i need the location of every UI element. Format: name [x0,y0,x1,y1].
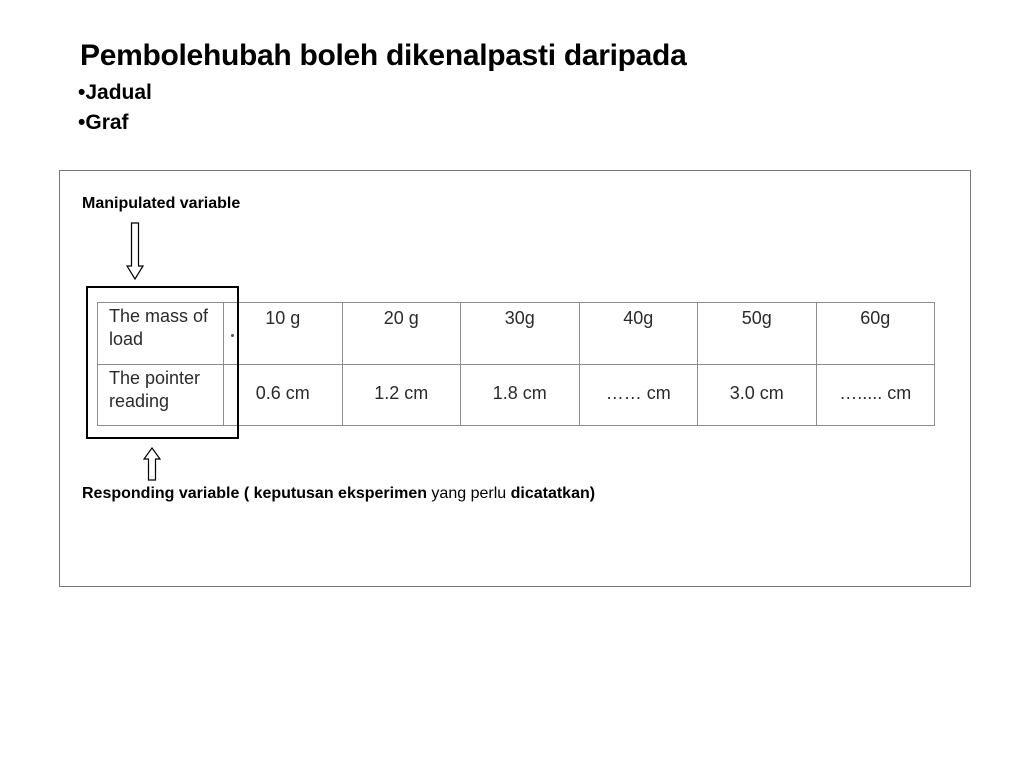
bullet-item-graf: • Graf [78,108,152,138]
responding-caption-part2: yang perlu [426,485,511,502]
table-cell: …..... cm [816,364,935,426]
table-cell: 60g [816,303,935,365]
bullet-item-jadual: • Jadual [78,78,152,108]
responding-caption-part3: dicatatkan) [510,485,596,502]
table-cell: 10 g [224,303,343,365]
responding-variable-caption [82,485,595,503]
table-cell: 1.8 cm [461,364,580,426]
table-cell: 30g [461,303,580,365]
scan-artifact-dot [231,334,234,337]
table-cell: 20 g [342,303,461,365]
row-label-reading: The pointer reading [98,364,224,426]
bullet-list [78,78,152,138]
responding-caption-part1: Responding variable ( keputusan eksperimen [82,485,427,502]
table-cell: 0.6 cm [224,364,343,426]
table-cell: 40g [579,303,698,365]
table-cell: 3.0 cm [698,364,817,426]
row-label-mass: The mass of load [98,303,224,365]
arrow-down-icon [126,222,144,280]
slide-title: Pembolehubah boleh dikenalpasti daripada [80,39,687,72]
table-cell: …… cm [579,364,698,426]
table-cell: 50g [698,303,817,365]
manipulated-variable-highlight [86,286,239,439]
table-cell: 1.2 cm [342,364,461,426]
arrow-up-icon [143,447,161,481]
manipulated-variable-caption: Manipulated variable [82,195,241,212]
